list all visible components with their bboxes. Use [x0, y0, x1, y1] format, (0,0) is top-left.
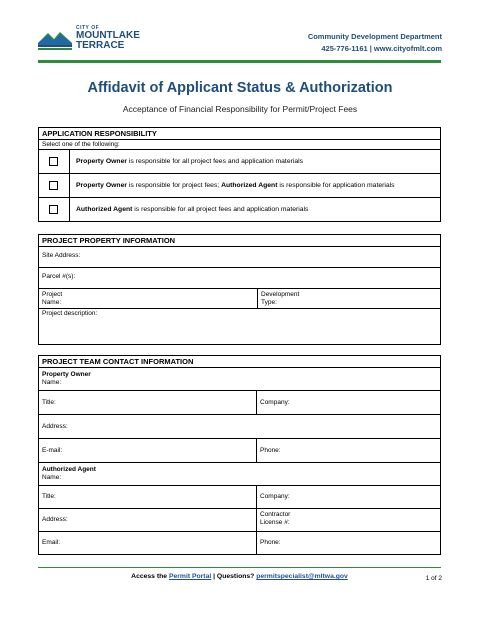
owner-name-row[interactable]: [39, 368, 440, 391]
agent-title-row: [39, 486, 440, 509]
page-number: 1 of 2: [425, 575, 442, 582]
footer: [38, 573, 441, 580]
agent-address-field[interactable]: Address:: [42, 516, 68, 523]
instruction-text: Select one of the following:: [42, 141, 120, 148]
agent-address-row: [39, 509, 440, 532]
header-divider: [38, 60, 441, 63]
agent-phone-field[interactable]: Phone:: [260, 539, 281, 546]
logo-mountlake: MOUNTLAKE: [76, 30, 140, 41]
agent-heading: Authorized Agent: [42, 466, 96, 473]
option-label: Property Owner is responsible for project fees; Authorized Agent is responsible for application materials: [76, 182, 395, 189]
footer-divider: [38, 567, 441, 568]
footer-questions-text: | Questions?: [211, 573, 257, 580]
site-address-label: Site Address:: [42, 252, 81, 259]
owner-name-label: Name:: [42, 379, 62, 386]
section-heading: PROJECT PROPERTY INFORMATION: [39, 235, 440, 247]
owner-title-row: [39, 391, 440, 415]
agent-name-label: Name:: [42, 474, 62, 481]
instruction-row: [39, 140, 440, 150]
agent-email-field[interactable]: Email:: [42, 539, 61, 546]
application-responsibility-section: [38, 127, 441, 222]
agent-company-field[interactable]: Company:: [260, 493, 290, 500]
option-owner-all-checkbox[interactable]: [49, 157, 58, 166]
option-split-checkbox[interactable]: [49, 181, 58, 190]
parcel-row[interactable]: [39, 268, 440, 289]
site-address-row[interactable]: [39, 247, 440, 268]
section-heading: PROJECT TEAM CONTACT INFORMATION: [39, 356, 440, 368]
owner-phone-field[interactable]: Phone:: [260, 447, 281, 454]
owner-title-field[interactable]: Title:: [42, 399, 56, 406]
development-type-field[interactable]: Development Type:: [261, 291, 300, 306]
project-name-field[interactable]: Project Name:: [42, 291, 63, 306]
project-property-section: [38, 234, 441, 345]
permit-specialist-email-link[interactable]: permitspecialist@mltwa.gov: [256, 573, 348, 580]
agent-name-row[interactable]: [39, 463, 440, 486]
option-label: Property Owner is responsible for all project fees and application materials: [76, 158, 304, 165]
owner-heading: Property Owner: [42, 371, 91, 378]
department-info: [308, 31, 442, 55]
parcel-label: Parcel #(s):: [42, 273, 76, 280]
agent-email-row: [39, 532, 440, 554]
option-row: [39, 198, 440, 221]
mountain-logo-icon: [38, 29, 72, 51]
option-agent-all-checkbox[interactable]: [49, 205, 58, 214]
agent-title-field[interactable]: Title:: [42, 493, 56, 500]
owner-email-row: [39, 439, 440, 463]
page-subtitle: Acceptance of Financial Responsibility for Permit/Project Fees: [122, 104, 358, 114]
option-row: [39, 150, 440, 174]
footer-access-text: Access the: [131, 573, 169, 580]
department-contact: 425-776-1161 | www.cityofmlt.com: [321, 44, 442, 53]
project-name-row: [39, 289, 440, 309]
owner-address-row[interactable]: [39, 415, 440, 439]
owner-company-field[interactable]: Company:: [260, 399, 290, 406]
owner-address-label: Address:: [42, 423, 68, 430]
owner-email-field[interactable]: E-mail:: [42, 447, 63, 454]
department-name: Community Development Department: [307, 32, 442, 41]
project-description-label: Project description:: [42, 310, 98, 317]
project-description-row[interactable]: [39, 309, 440, 344]
option-row: [39, 174, 440, 198]
logo-terrace: TERRACE: [76, 40, 125, 51]
logo-city-of: CITY OF: [76, 25, 100, 31]
section-heading: APPLICATION RESPONSIBILITY: [39, 128, 440, 140]
page-title: Affidavit of Applicant Status & Authorization: [87, 80, 393, 96]
agent-license-field[interactable]: Contractor License #:: [260, 511, 291, 526]
project-team-section: [38, 355, 441, 555]
option-label: Authorized Agent is responsible for all project fees and application materials: [76, 206, 309, 213]
permit-portal-link[interactable]: Permit Portal: [168, 573, 212, 580]
